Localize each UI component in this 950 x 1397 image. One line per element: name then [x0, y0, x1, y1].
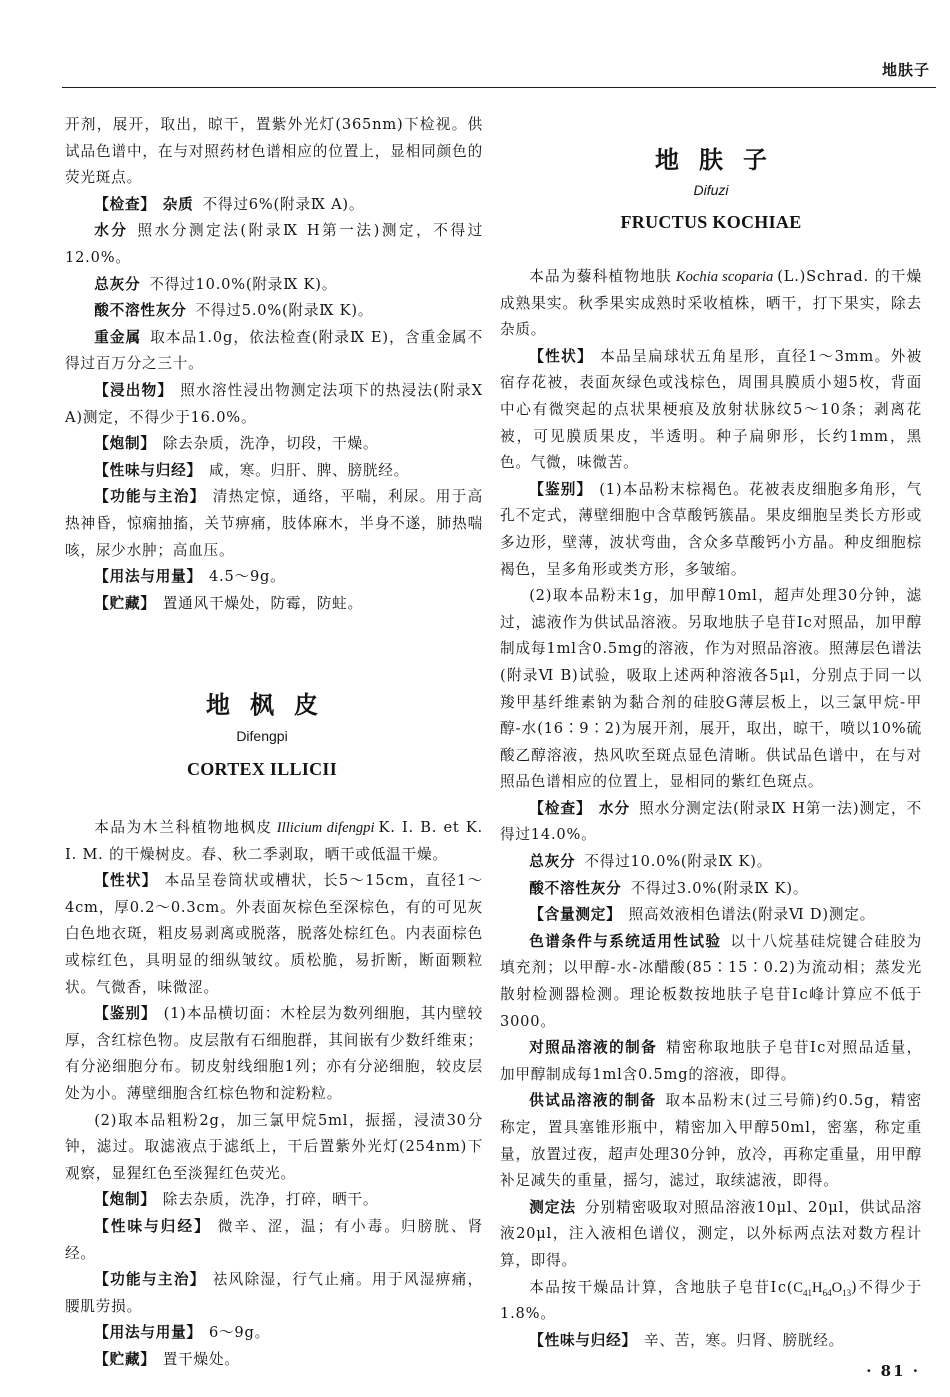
storage-paragraph	[65, 1347, 483, 1374]
function-indication-paragraph	[65, 1267, 483, 1320]
paragraph-text: 4.5～9g。	[208, 568, 286, 586]
section-label: 【鉴别】	[529, 480, 593, 498]
identification-2-paragraph	[500, 583, 922, 796]
paragraph-text: 精密称取地肤子皂苷Ⅰc对照品适量，加甲醇制成每1ml含0.5mg的溶液，即得。	[500, 1039, 922, 1083]
formula-element: O	[831, 1279, 843, 1296]
monograph-latin-name: CORTEX ILLICII	[186, 759, 338, 779]
section-label: 【贮藏】	[94, 594, 156, 612]
paragraph-text: 6～9g。	[208, 1324, 271, 1342]
section-label: 【检查】	[529, 799, 592, 817]
monograph-pinyin: Difengpi	[236, 728, 288, 744]
dosage-paragraph	[65, 564, 483, 591]
species-name: Illicium difengpi	[276, 820, 375, 836]
monograph-pinyin: Difuzi	[693, 182, 729, 198]
function-indication-paragraph	[65, 484, 483, 564]
formula-subscript: 64	[822, 1287, 832, 1298]
sub-label: 对照品溶液的制备	[529, 1039, 658, 1057]
formula-element: H	[812, 1279, 823, 1296]
paragraph-text: )不得少于1.8%。	[500, 1278, 922, 1323]
impurity-paragraph	[65, 192, 483, 219]
moisture-paragraph	[500, 796, 922, 849]
heavy-metal-paragraph	[65, 325, 483, 378]
section-label: 【性味与归经】	[94, 1217, 211, 1235]
molecular-formula	[793, 1280, 851, 1296]
sub-label: 水分	[598, 799, 631, 817]
section-label: 【性状】	[94, 872, 158, 890]
paragraph-text: 照水溶性浸出物测定法项下的热浸法(附录Ⅹ A)测定，不得少于16.0%。	[65, 381, 483, 426]
reference-solution-paragraph	[500, 1035, 922, 1088]
formula-element: C	[793, 1279, 804, 1296]
sub-label: 色谱条件与系统适用性试验	[529, 932, 722, 950]
paragraph-text: 除去杂质，洗净，打碎，晒干。	[162, 1191, 379, 1209]
section-label: 【贮藏】	[94, 1350, 156, 1368]
paragraph-text: 本品为木兰科植物地枫皮	[94, 819, 273, 836]
section-label: 【炮制】	[94, 435, 156, 453]
section-label: 【炮制】	[94, 1191, 156, 1209]
paragraph-text: 本品呈卷筒状或槽状，长5～15cm，直径1～4cm，厚0.2～0.3cm。外表面灰棕色至深棕色，有的可见灰白色地衣斑，粗皮易剥离或脱落，脱落处棕红色。内表面棕色或棕红色，具明显的细纵皱纹。质松脆，易折断，断面颗粒状。气微香，味微涩。	[65, 872, 483, 996]
acid-insoluble-ash-paragraph	[65, 298, 483, 325]
paragraph-text: 不得过10.0%(附录Ⅸ K)。	[584, 853, 773, 871]
paragraph-text: 除去杂质，洗净，切段，干燥。	[162, 435, 379, 453]
sub-label: 酸不溶性灰分	[529, 879, 622, 897]
paragraph-text: 清热定惊，通络，平喘，利尿。用于高热神昏，惊痫抽搐，关节痹痛，肢体麻木，半身不遂，肺热喘咳，尿少水肿；高血压。	[65, 488, 483, 559]
paragraph-text: (L.)Schrad. 的干燥成熟果实。秋季果实成熟时采收植株，晒干，打下果实，除去杂质。	[500, 268, 922, 339]
extractive-paragraph	[65, 378, 483, 431]
header-rule	[62, 87, 936, 88]
monograph-title: 地枫皮	[206, 690, 338, 719]
section-label: 【性味与归经】	[529, 1331, 637, 1349]
paragraph-text: (1)本品横切面：木栓层为数列细胞，其内壁较厚，含红棕色物。皮层散有石细胞群，其间嵌有少数纤维束；有分泌细胞分布。韧皮射线细胞1列；亦有分泌细胞，较皮层处为小。薄壁细胞含红棕色物和淀粉粒。	[65, 1005, 483, 1102]
running-title: 地肤子	[881, 61, 930, 79]
sub-label: 重金属	[94, 328, 142, 346]
sub-label: 杂质	[162, 195, 194, 213]
left-continuation-block	[65, 112, 483, 617]
formula-subscript: 13	[842, 1287, 852, 1298]
section-label: 【浸出物】	[94, 381, 174, 399]
difuzi-body	[500, 264, 922, 1354]
source-paragraph	[65, 815, 483, 868]
paragraph-text: 取本品1.0g，依法检查(附录Ⅸ E)，含重金属不得过百万分之三十。	[65, 328, 484, 373]
paragraph-text: 照水分测定法(附录Ⅸ H第一法)测定，不得过12.0%。	[65, 222, 483, 266]
paragraph-text: 不得过6%(附录Ⅸ A)。	[202, 195, 365, 213]
monograph-latin-name: FRUCTUS KOCHIAE	[620, 212, 802, 232]
sub-label: 水分	[94, 222, 129, 240]
page-number: · 81 ·	[866, 1362, 920, 1380]
processing-paragraph	[65, 1187, 483, 1214]
processing-paragraph	[65, 431, 483, 458]
source-paragraph	[500, 264, 922, 344]
paragraph-text: 不得过5.0%(附录Ⅸ K)。	[195, 302, 374, 320]
sub-label: 总灰分	[94, 275, 141, 293]
paragraph-text: 置干燥处。	[162, 1350, 240, 1368]
paragraph-text: 本品按干燥品计算，含地肤子皂苷Ⅰc(	[529, 1278, 794, 1296]
paragraph-text: (1)本品粉末棕褐色。花被表皮细胞多角形，气孔不定式，薄壁细胞中含草酸钙簇晶。果皮细胞呈类长方形或多边形，壁薄，波状弯曲，含众多草酸钙小方晶。种皮细胞棕褐色，呈多角形或类方形，多皱缩。	[500, 480, 922, 578]
difengpi-heading	[62, 690, 462, 781]
paragraph-text: 照高效液相色谱法(附录Ⅵ D)测定。	[628, 906, 876, 924]
assay-paragraph	[500, 902, 922, 929]
section-label: 【性味与归经】	[94, 461, 202, 479]
species-name: Kochia scoparia	[675, 269, 774, 285]
paragraph-text: (2)取本品粗粉2g，加三氯甲烷5ml，振摇，浸渍30分钟，滤过。取滤液点于滤纸上，干后置紫外光灯(254nm)下观察，显猩红色至淡猩红色荧光。	[65, 1111, 483, 1182]
paragraph-text: 分别精密吸取对照品溶液10μl、20μl，供试品溶液20μl，注入液相色谱仪，测定，以外标两点法对数方程计算，即得。	[500, 1198, 922, 1269]
property-meridian-paragraph	[65, 458, 483, 485]
paragraph-text: 本品为藜科植物地肤	[529, 268, 672, 285]
section-label: 【鉴别】	[94, 1005, 157, 1023]
paragraph-text: K. I. B. et K. I. M. 的干燥树皮。春、秋二季剥取，晒干或低温干燥。	[65, 819, 483, 863]
sub-label: 酸不溶性灰分	[94, 302, 187, 320]
section-label: 【用法与用量】	[94, 1324, 202, 1342]
section-label: 【含量测定】	[529, 906, 622, 924]
paragraph-text: 本品呈扁球状五角星形，直径1～3mm。外被宿存花被，表面灰绿色或浅棕色，周围具膜质小翅5枚，背面中心有微突起的点状果梗痕及放射状脉纹5～10条；剥离花被，可见膜质果皮，半透明。种子扁卵形，长约1mm，黑色。气微，味微苦。	[500, 347, 922, 472]
monograph-title: 地肤子	[655, 145, 787, 174]
moisture-paragraph	[65, 218, 483, 271]
total-ash-paragraph	[500, 849, 922, 876]
description-paragraph	[500, 344, 922, 477]
test-solution-paragraph	[500, 1088, 922, 1194]
paragraph-text: 不得过10.0%(附录Ⅸ K)。	[149, 275, 338, 293]
formula-subscript: 41	[803, 1287, 813, 1298]
paragraph-text: 咸，寒。归肝、脾、膀胱经。	[208, 461, 410, 479]
paragraph-text: 开剂，展开，取出，晾干，置紫外光灯(365nm)下检视。供试品色谱中，在与对照药材色谱相应的位置上，显相同颜色的荧光斑点。	[65, 116, 483, 187]
sub-label: 总灰分	[529, 853, 576, 871]
identification-paragraph	[65, 1001, 483, 1107]
identification-paragraph	[500, 477, 922, 583]
property-meridian-paragraph	[65, 1214, 483, 1267]
identification-2-paragraph	[65, 1108, 483, 1188]
paragraph-text: 辛、苦，寒。归肾、膀胱经。	[643, 1331, 845, 1349]
sub-label: 测定法	[529, 1198, 576, 1216]
total-ash-paragraph	[65, 272, 483, 299]
paragraph-text: (2)取本品粉末1g，加甲醇10ml，超声处理30分钟，滤过，滤液作为供试品溶液。另取地肤子皂苷Ⅰc对照品，加甲醇制成每1ml含0.5mg的溶液，作为对照品溶液。照薄层色谱法(附录Ⅵ B)试验，吸取上述两种溶液各5μl，分别点于同一以羧甲基纤维素钠为黏合剂的硅胶G薄层板上，以三氯甲烷-甲醇-水(16∶9∶2)为展开剂，展开，取出，晾干，喷以10%硫酸乙醇溶液，热风吹至斑点显色清晰。供试品色谱中，在与对照品色谱相应的位置上，显相同的紫红色斑点。	[500, 587, 922, 791]
difuzi-heading	[500, 145, 922, 234]
paragraph-text: 以十八烷基硅烷键合硅胶为填充剂；以甲醇-水-冰醋酸(85∶15∶0.2)为流动相；蒸发光散射检测器检测。理论板数按地肤子皂苷Ⅰc峰计算应不低于3000。	[500, 932, 922, 1030]
description-paragraph	[65, 868, 483, 1001]
acid-insoluble-ash-paragraph	[500, 876, 922, 903]
section-label: 【功能与主治】	[94, 1271, 206, 1289]
section-label: 【性状】	[529, 347, 594, 365]
paragraph-text: 微辛、涩，温；有小毒。归膀胱、肾经。	[65, 1217, 483, 1262]
paragraph-text: 置通风干燥处，防霉，防蛀。	[162, 594, 363, 612]
assay-limit-paragraph	[500, 1275, 922, 1328]
section-label: 【功能与主治】	[94, 488, 206, 506]
difengpi-body	[65, 815, 483, 1373]
sub-label: 供试品溶液的制备	[529, 1092, 657, 1110]
dosage-paragraph	[65, 1320, 483, 1347]
chromatographic-conditions-paragraph	[500, 929, 922, 1035]
paragraph-text: 照水分测定法(附录Ⅸ H第一法)测定，不得过14.0%。	[500, 799, 922, 844]
paragraph-text: 不得过3.0%(附录Ⅸ K)。	[630, 879, 809, 897]
section-label: 【检查】	[94, 195, 156, 213]
paragraph-text: 祛风除湿，行气止痛。用于风湿痹痛，腰肌劳损。	[65, 1271, 483, 1315]
tlc-continuation-paragraph	[65, 112, 483, 192]
property-meridian-paragraph	[500, 1328, 922, 1355]
paragraph-text: 取本品粉末(过三号筛)约0.5g，精密称定，置具塞锥形瓶中，精密加入甲醇50ml，密塞，称定重量，放置过夜，超声处理30分钟，放冷，再称定重量，用甲醇补足减失的重量，摇匀，滤过，取续滤液，即得。	[500, 1092, 923, 1190]
storage-paragraph	[65, 591, 483, 618]
procedure-paragraph	[500, 1195, 922, 1275]
section-label: 【用法与用量】	[94, 568, 202, 586]
